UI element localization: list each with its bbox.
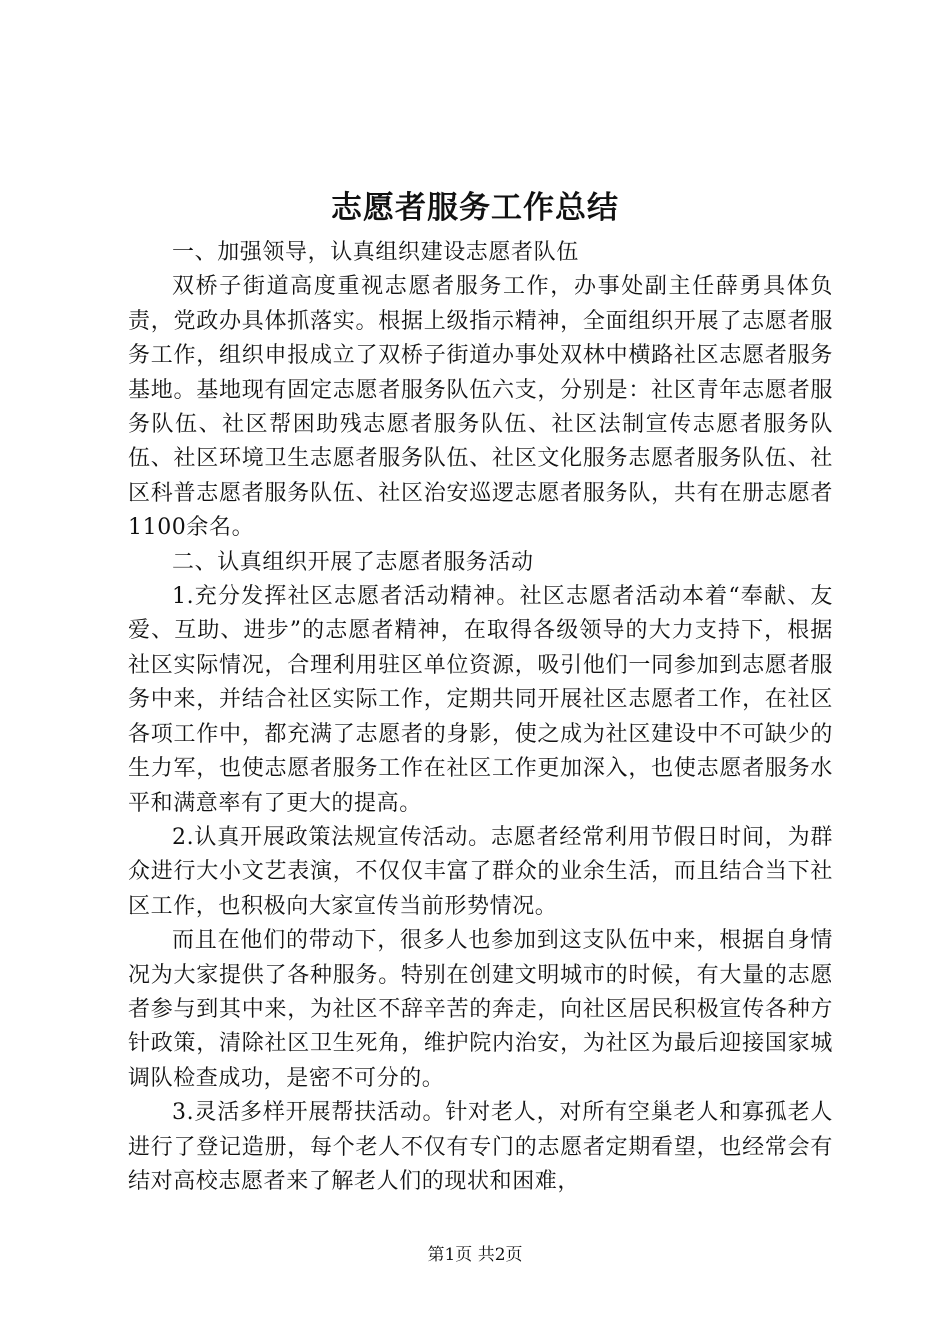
paragraph-item-3: 3.灵活多样开展帮扶活动。针对老人，对所有空巢老人和寡孤老人进行了登记造册，每个老人不仅有专门的志愿者定期看望，也经常会有结对高校志愿者来了解老人们的现状和困难， [128, 1100, 833, 1194]
paragraph-item-1: 1.充分发挥社区志愿者活动精神。社区志愿者活动本着“奉献、友爱、互助、进步”的志愿者精神，在取得各级领导的大力支持下，根据社区实际情况，合理利用驻区单位资源，吸引他们一同参加到志愿者服务中来，并结合社区实际工作，定期共同开展社区志愿者工作，在社区各项工作中，都充满了志愿者的身影，使之成为社区建设中不可缺少的生力军，也使志愿者服务工作在社区工作更加深入，也使志愿者服务水平和满意率有了更大的提高。 [128, 584, 833, 816]
paragraph-item-2: 2.认真开展政策法规宣传活动。志愿者经常利用节假日时间，为群众进行大小文艺表演，不仅仅丰富了群众的业余生活，而且结合当下社区工作，也积极向大家宣传当前形势情况。 [128, 824, 833, 919]
page-number-footer: 第1页 共2页 [427, 1245, 523, 1265]
document-body [128, 236, 833, 1199]
paragraph-team-overview: 双桥子街道高度重视志愿者服务工作，办事处副主任薛勇具体负责，党政办具体抓落实。根据上级指示精神，全面组织开展了志愿者服务工作，组织申报成立了双桥子街道办事处双林中横路社区志愿者服务基地。基地现有固定志愿者服务队伍六支，分别是：社区青年志愿者服务队伍、社区帮困助残志愿者服务队伍、社区法制宣传志愿者服务队伍、社区环境卫生志愿者服务队伍、社区文化服务志愿者服务队伍、社区科普志愿者服务队伍、社区治安巡逻志愿者服务队，共有在册志愿者1100余名。 [128, 274, 833, 541]
document-title: 志愿者服务工作总结 [331, 190, 619, 226]
paragraph-continuation: 而且在他们的带动下，很多人也参加到这支队伍中来，根据自身情况为大家提供了各种服务。特别在创建文明城市的时候，有大量的志愿者参与到其中来，为社区不辞辛苦的奔走，向社区居民积极宣传各种方针政策，清除社区卫生死角，维护院内治安，为社区为最后迎接国家城调队检查成功，是密不可分的。 [128, 928, 833, 1091]
section-heading-1: 一、加强领导，认真组织建设志愿者队伍 [172, 240, 579, 265]
section-heading-2: 二、认真组织开展了志愿者服务活动 [172, 549, 534, 575]
